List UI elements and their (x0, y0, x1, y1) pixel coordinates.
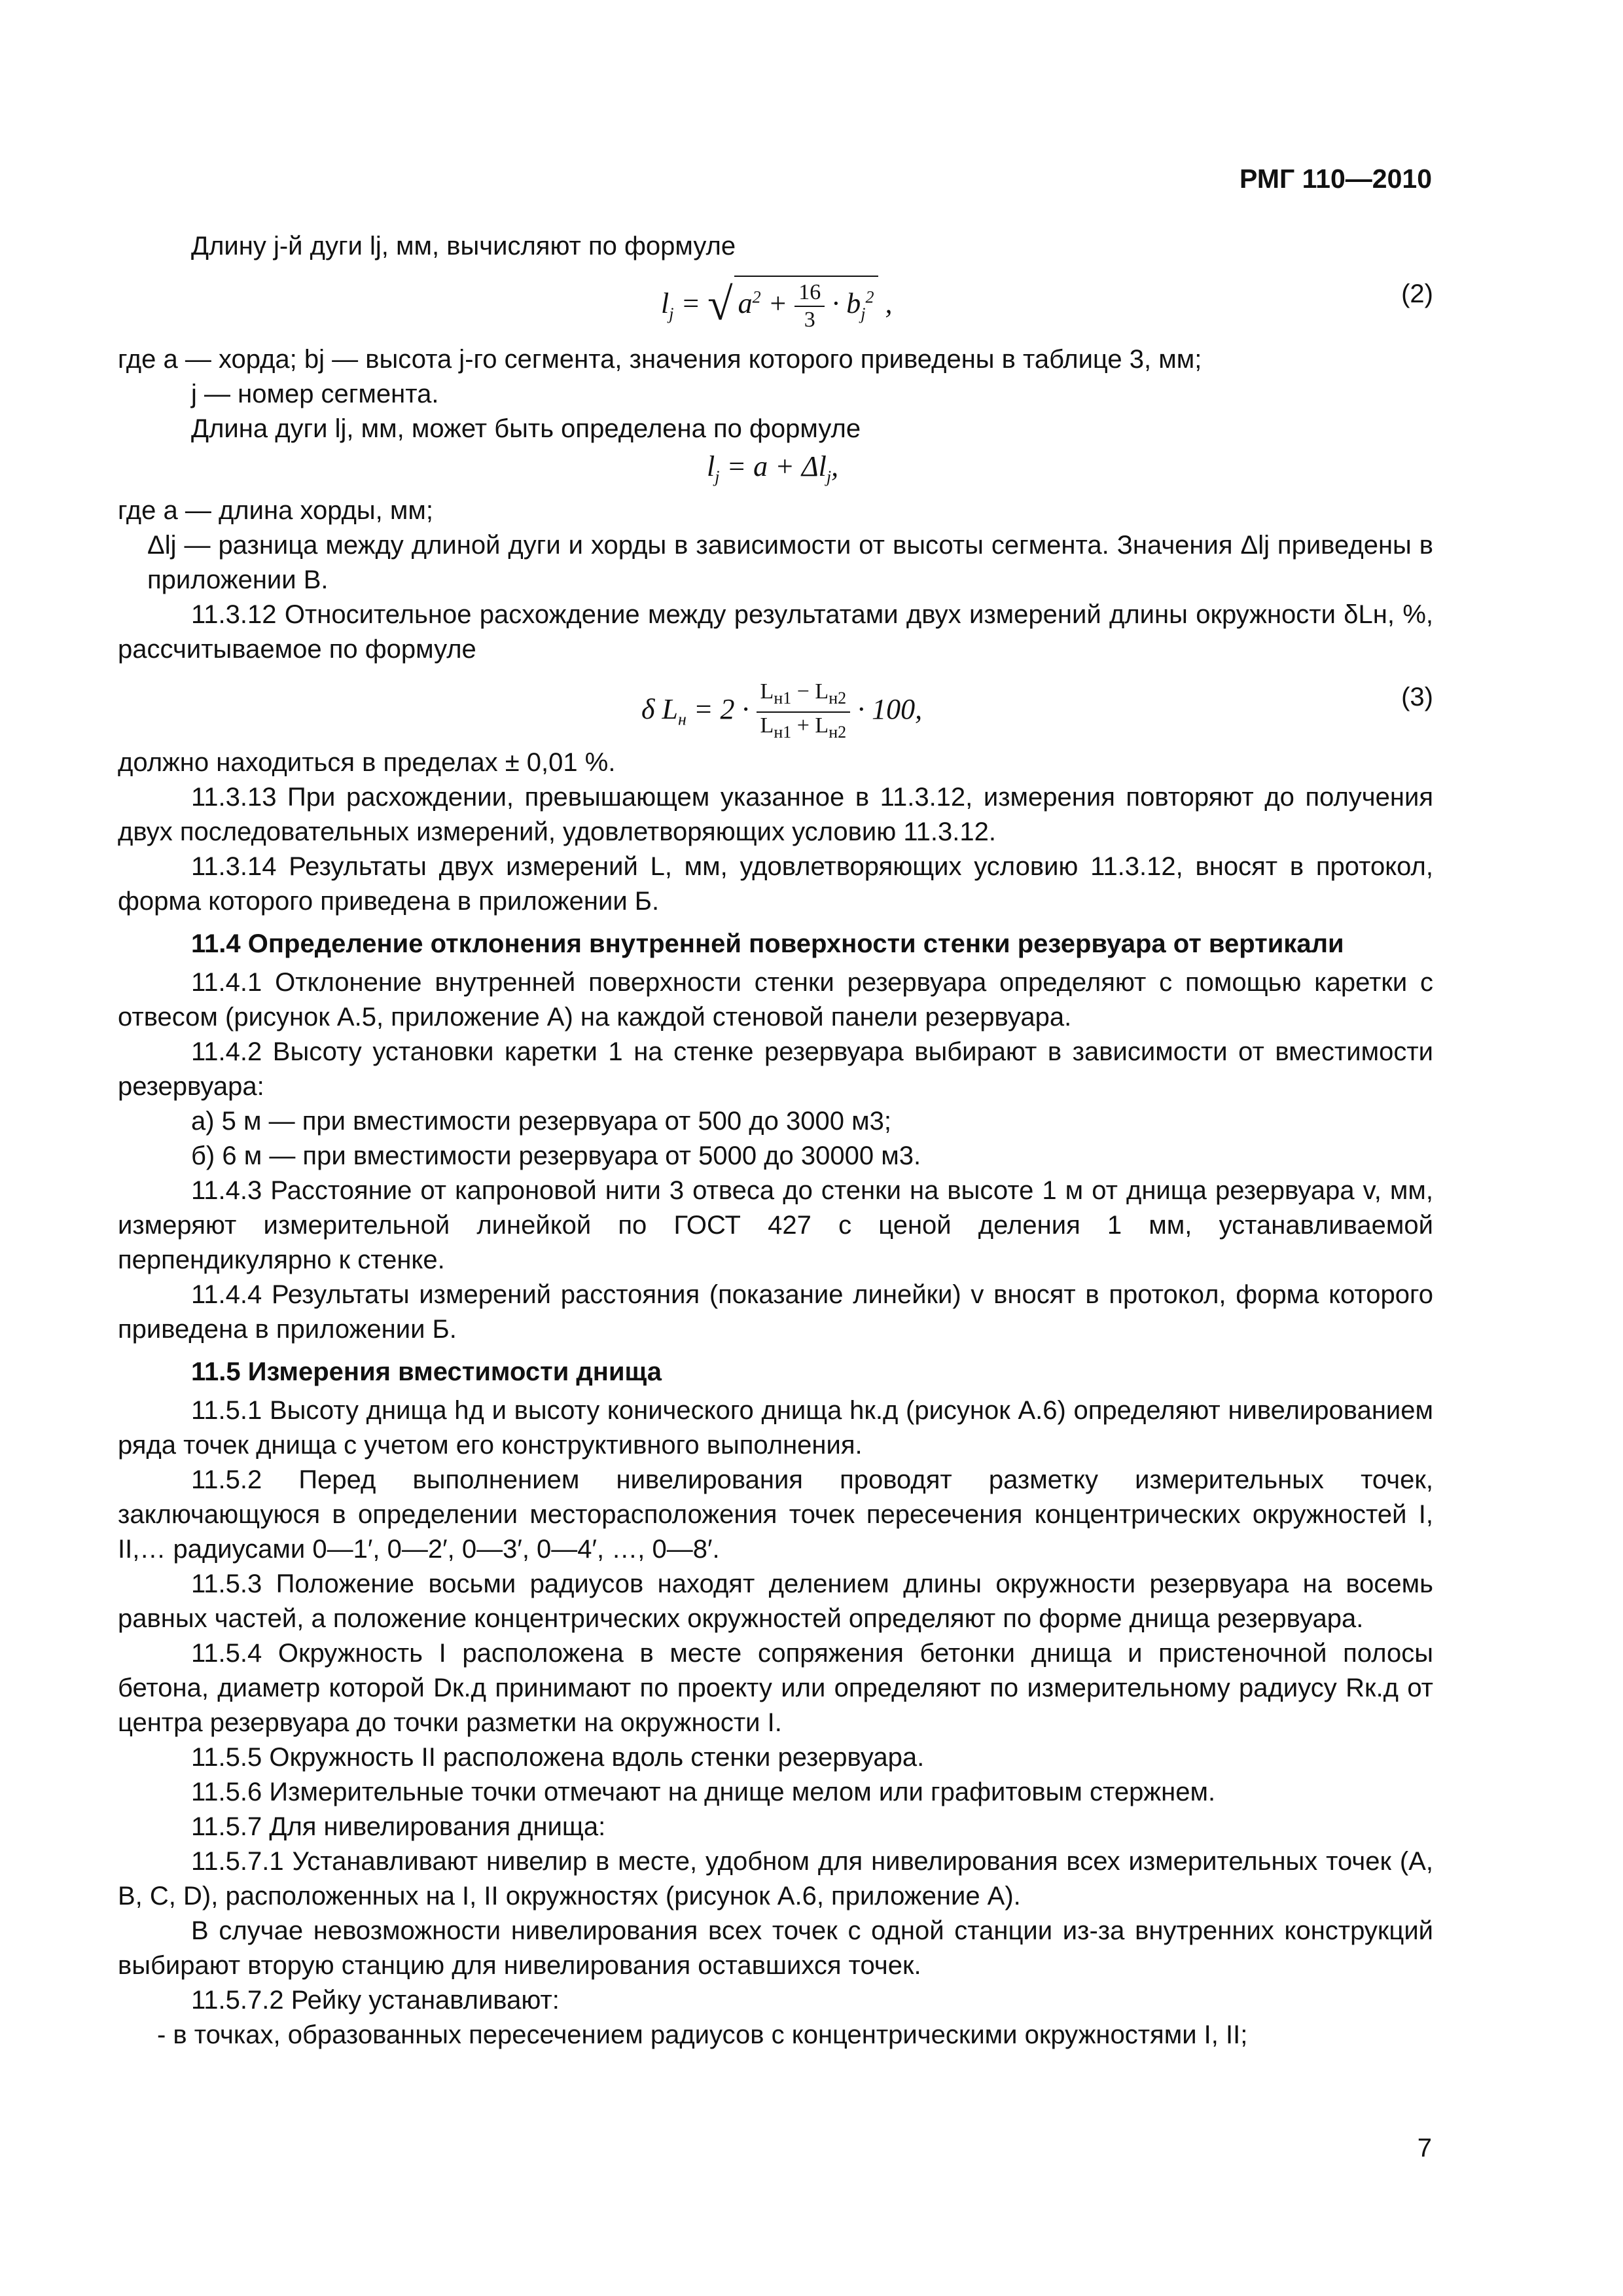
paragraph: 11.5.7 Для нивелирования днища: (191, 1812, 606, 1841)
formula-arc-alt (118, 446, 1433, 493)
formula-number: (2) (1401, 279, 1433, 308)
paragraph: В случае невозможности нивелирования всех точек с одной станции из-за внутренних конструкций выбирают вторую станцию для нивелирования оставшихся точек. (118, 1916, 1433, 1980)
paragraph: где a — длина хорды, мм; (118, 496, 433, 525)
formula-arc-length: $l_j$ = √ $a^2$ + $\frac{16}{3}$ · $b_j^2$ , (661, 276, 893, 333)
page-number: 7 (1417, 2134, 1432, 2162)
paragraph: должно находиться в пределах ± 0,01 %. (118, 748, 616, 777)
paragraph: 11.5.7.1 Устанавливают нивелир в месте, удобном для нивелирования всех измерительных точек (A, B, C, D), расположенных на I, II окружностях (рисунок А.6, приложение А). (118, 1847, 1433, 1910)
paragraph: 11.4.4 Результаты измерений расстояния (показание линейки) v вносят в протокол, форма которого приведена в приложении Б. (118, 1280, 1433, 1344)
paragraph: Δlj — разница между длиной дуги и хорды в зависимости от высоты сегмента. Значения Δlj приведены в приложении В. (147, 531, 1433, 594)
paragraph: 11.3.14 Результаты двух измерений L, мм, удовлетворяющих условию 11.3.12, вносят в протокол, форма которого приведена в приложении Б. (118, 852, 1433, 916)
paragraph: 11.5.6 Измерительные точки отмечают на днище мелом или графитовым стержнем. (191, 1778, 1216, 1806)
document-code-header: РМГ 110—2010 (1240, 164, 1432, 194)
paragraph: 11.3.12 Относительное расхождение между результатами двух измерений длины окружности δLн, %, рассчитываемое по формуле (118, 600, 1433, 664)
section-heading: 11.4 Определение отклонения внутренней поверхности стенки резервуара от вертикали (191, 929, 1344, 958)
formula-2 (118, 264, 1433, 342)
formula-3 (118, 667, 1433, 745)
paragraph: 11.5.5 Окружность II расположена вдоль стенки резервуара. (191, 1743, 925, 1772)
list-item: - в точках, образованных пересечением радиусов с концентрическими окружностями I, II; (157, 2020, 1248, 2049)
formula-arc-sum: $l_j = a + \Delta l_j$, (707, 450, 839, 486)
paragraph: 11.3.13 При расхождении, превышающем указанное в 11.3.12, измерения повторяют до получения двух последовательных измерений, удовлетворяющих условию 11.3.12. (118, 783, 1433, 846)
list-item: а) 5 м — при вместимости резервуара от 500 до 3000 м3; (191, 1107, 891, 1136)
paragraph: 11.5.3 Положение восьми радиусов находят делением длины окружности резервуара на восемь равных частей, а положение концентрических окружностей определяют по форме днища резервуара. (118, 1570, 1433, 1633)
paragraph: 11.4.2 Высоту установки каретки 1 на стенке резервуара выбирают в зависимости от вместимости резервуара: (118, 1037, 1433, 1101)
paragraph: 11.4.3 Расстояние от капроновой нити 3 отвеса до стенки на высоте 1 м от днища резервуара v, мм, измеряют измерительной линейкой по ГОСТ 427 с ценой деления 1 мм, устанавливаемой перпендикулярно к стенке. (118, 1176, 1433, 1274)
list-item: б) 6 м — при вместимости резервуара от 5000 до 30000 м3. (191, 1141, 921, 1170)
paragraph: j — номер сегмента. (191, 380, 439, 408)
paragraph: 11.5.7.2 Рейку устанавливают: (191, 1986, 560, 2015)
document-body (118, 229, 1433, 2053)
section-heading: 11.5 Измерения вместимости днища (191, 1357, 662, 1386)
formula-number: (3) (1401, 683, 1433, 711)
paragraph: где a — хорда; bj — высота j-го сегмента, значения которого приведены в таблице 3, мм; (118, 345, 1202, 374)
formula-relative-difference: δ $L_н = 2$ · $\frac{L_{н1} - L_{н2}}{L_{н1} + L_{н2}}$ · 100, (641, 679, 923, 742)
paragraph: Длина дуги lj, мм, может быть определена по формуле (191, 414, 861, 443)
paragraph: 11.5.1 Высоту днища hд и высоту конического днища hк.д (рисунок А.6) определяют нивелированием ряда точек днища с учетом его конструктивного выполнения. (118, 1396, 1433, 1460)
paragraph: 11.5.4 Окружность I расположена в месте сопряжения бетонки днища и пристеночной полосы бетона, диаметр которой Dк.д принимают по проекту или определяют по измерительному радиусу Rк.д от центра резервуара до точки разметки на окружности I. (118, 1639, 1433, 1737)
paragraph: 11.5.2 Перед выполнением нивелирования проводят разметку измерительных точек, заключающуюся в определении месторасположения точек пересечения концентрических окружностей I, II,… радиусами 0—1′, 0—2′, 0—3′, 0—4′, …, 0—8′. (118, 1465, 1433, 1564)
paragraph: 11.4.1 Отклонение внутренней поверхности стенки резервуара определяют с помощью каретки с отвесом (рисунок А.5, приложение А) на каждой стеновой панели резервуара. (118, 968, 1433, 1031)
paragraph: Длину j-й дуги lj, мм, вычисляют по формуле (191, 232, 736, 260)
